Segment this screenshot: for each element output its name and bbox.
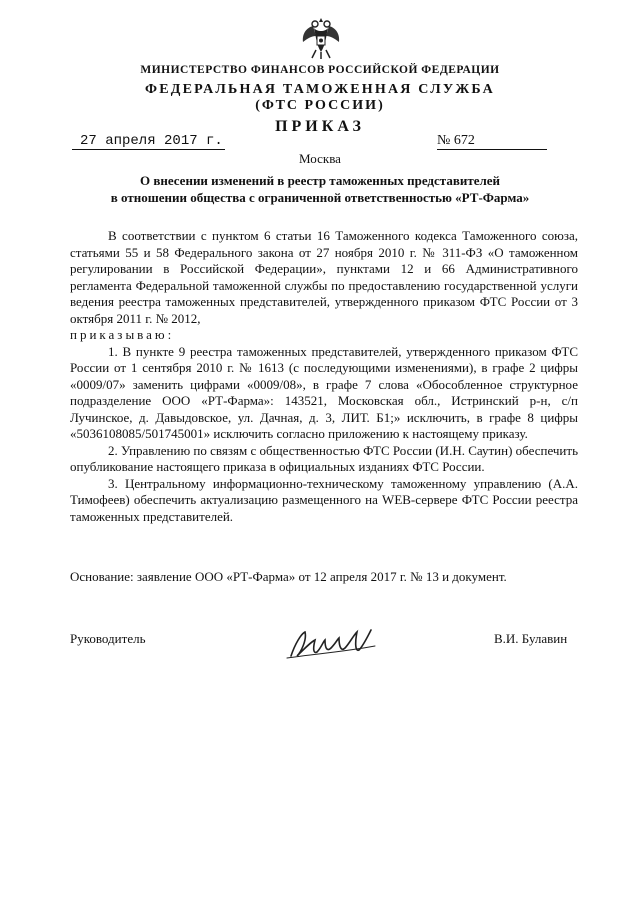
signer-role: Руководитель: [70, 631, 146, 646]
order-directive-word: приказываю:: [70, 327, 175, 342]
service-name: ФЕДЕРАЛЬНАЯ ТАМОЖЕННАЯ СЛУЖБА: [145, 82, 495, 97]
preamble-paragraph: В соответствии с пунктом 6 статьи 16 Таможенного кодекса Таможенного союза, статьями 55 и 58 Федерального закона от 27 ноября 2010 г. № 311-ФЗ «О таможенном регулировании в Российской Федерации», пунктами 12 и 66 Административного регламента Федеральной таможенной службы по предоставлению государственной услуги ведения реестра таможенных представителей, утвержденного приказом ФТС России от 3 октября 2011 г. № 2012,: [70, 228, 578, 326]
service-abbreviation: (ФТС РОССИИ): [255, 98, 385, 113]
order-item-2: 2. Управлению по связям с общественностью ФТС России (И.Н. Саутин) обеспечить опубликование настоящего приказа в официальных изданиях ФТС России.: [70, 442, 578, 474]
order-number: № 672: [437, 133, 547, 150]
order-item-3: 3. Центральному информационно-техническому таможенному управлению (А.А. Тимофеев) обеспечить актуализацию размещенного на WEB-сервере ФТС России реестра таможенных представителей.: [70, 475, 578, 524]
ministry-name: МИНИСТЕРСТВО ФИНАНСОВ РОССИЙСКОЙ ФЕДЕРАЦИИ: [140, 64, 500, 76]
order-title-line-1: О внесении изменений в реестр таможенных представителей: [139, 173, 501, 188]
signer-name: В.И. Булавин: [494, 631, 568, 646]
order-date: 27 апреля 2017 г.: [72, 133, 225, 150]
basis-note: Основание: заявление ООО «РТ-Фарма» от 12 апреля 2017 г. № 13 и документ.: [70, 569, 507, 584]
order-title: [60, 172, 580, 206]
order-city: Москва: [299, 151, 341, 166]
order-title-line-2: в отношении общества с ограниченной ответственностью «РТ-Фарма»: [110, 190, 530, 205]
order-item-1: 1. В пункте 9 реестра таможенных представителей, утвержденного приказом ФТС России от 1 сентября 2010 г. № 1613 (с последующими изменениями), в графе 2 цифры «0009/07» заменить цифрами «0009/08», в графе 7 слова «Обособленное структурное подразделение ООО «РТ-Фарма»: 143521, Московская обл., Истринский р-н, с/п Лучинское, д. Давыдовское, ул. Дачная, д. 3, ЛИТ. Б1;» исключить, в графе 8 цифры «5036108085/501745001» исключить согласно приложению к настоящему приказу.: [70, 343, 578, 441]
document-type: ПРИКАЗ: [275, 118, 365, 135]
handwritten-signature-icon: [283, 622, 383, 664]
order-body: [70, 228, 578, 525]
eagle-emblem-icon: [300, 14, 342, 60]
